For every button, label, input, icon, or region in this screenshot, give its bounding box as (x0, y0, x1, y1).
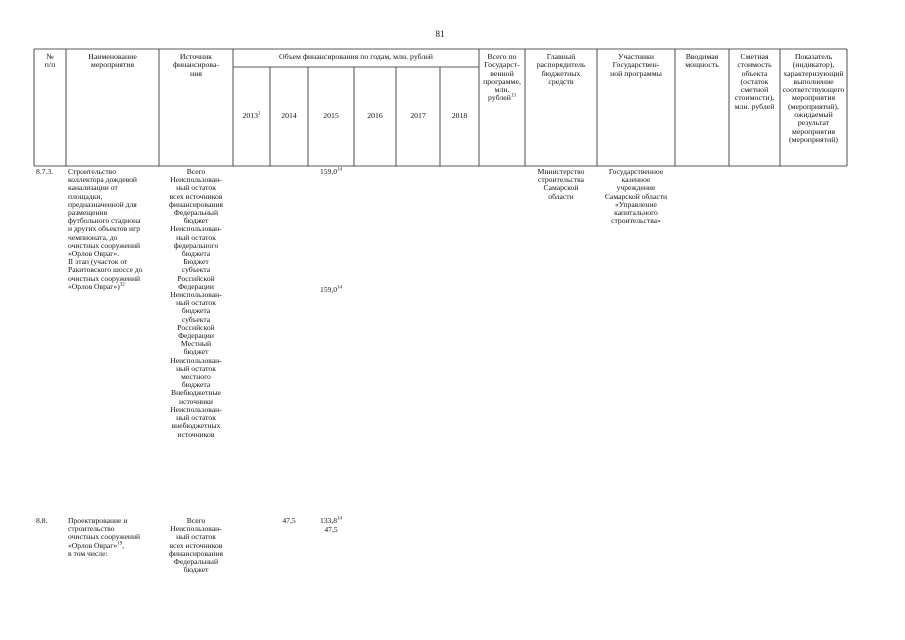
header-year-2015: 2015 (323, 111, 339, 120)
row-activity-name: Проектирование и строительство очистных сооружений «Орлов Овраг»$^{19}$, в том числе: (68, 516, 141, 558)
header-total-column: Всего по Государст- венной программе, млн. рублей$^{13}$ (483, 52, 521, 103)
header-indicator-column: Показатель (индикатор), характеризующий выполнение соответствующего мероприятия (мероприятий), ожидаемый результат мероприятия (мероприятий) (782, 52, 845, 144)
row-activity-name: Строительство коллектора дождевой канализации от площадки, предназначенной для размещения футбольного стадиона и других объектов игр чемпионата, до очистных сооружений «Орлов Овраг». II этап (участок от Ракитовского шоссе до очистных сооружений «Орлов Овраг»)$^{32}$ (68, 167, 143, 291)
row-funding-sources: Всего Неиспользован- ный остаток всех источников финансирования Федеральный бюджет Неиспользован- ный остаток федерального бюджета Бюджет субъекта Российской Федерации Неиспользован- ный остаток бюджета субъекта Российской Федерации Местный бюджет Неиспользован- ный остаток местного бюджета Внебюджетные источники Неиспользован- ный остаток внебюджетных источников (169, 167, 223, 439)
row-number: 8.7.3. (36, 167, 54, 176)
row-2014-total-value: 47,5 (282, 516, 296, 525)
row-2015-regional-value: 159,0$^{14}$ (319, 285, 343, 294)
header-estimate-column: Сметная стоимость объекта (остаток сметной стоимости), млн. рублей (734, 52, 775, 111)
row-budget-manager: Министерство строительства Самарской области (537, 167, 585, 201)
header-source-column: Источник финансирова- ния (172, 52, 220, 78)
row-2015-total-value: 159,0$^{14}$ (319, 167, 343, 176)
row-number: 8.8. (36, 516, 48, 525)
header-manager-column: Главный распорядитель бюджетных средств (536, 52, 586, 86)
header-name-column: Наименование мероприятия (88, 52, 137, 70)
header-year-2014: 2014 (281, 111, 297, 120)
row-funding-sources: Всего Неиспользован- ный остаток всех источников финансирования Федеральный бюджет (169, 516, 223, 575)
header-year-2018: 2018 (451, 111, 468, 120)
page-number: 81 (435, 29, 445, 39)
header-capacity-column: Вводимая мощность (685, 52, 719, 70)
row-participants: Государственное казенное учреждение Самарской области «Управление капитального строительства» (604, 167, 668, 226)
row-2015-total-value: 133,8$^{14}$ (319, 516, 343, 525)
header-number-column: № п/п (44, 52, 56, 70)
header-year-2017: 2017 (410, 111, 426, 120)
header-volume-column: Объем финансирования по годам, млн. рублей (279, 52, 433, 61)
header-year-2016: 2016 (367, 111, 383, 120)
header-participants-column: Участники Государствен- ной программы (610, 52, 662, 78)
header-year-2013: 2013$^1$ (242, 111, 261, 120)
row-2015-unused-value: 47,5 (324, 525, 338, 534)
